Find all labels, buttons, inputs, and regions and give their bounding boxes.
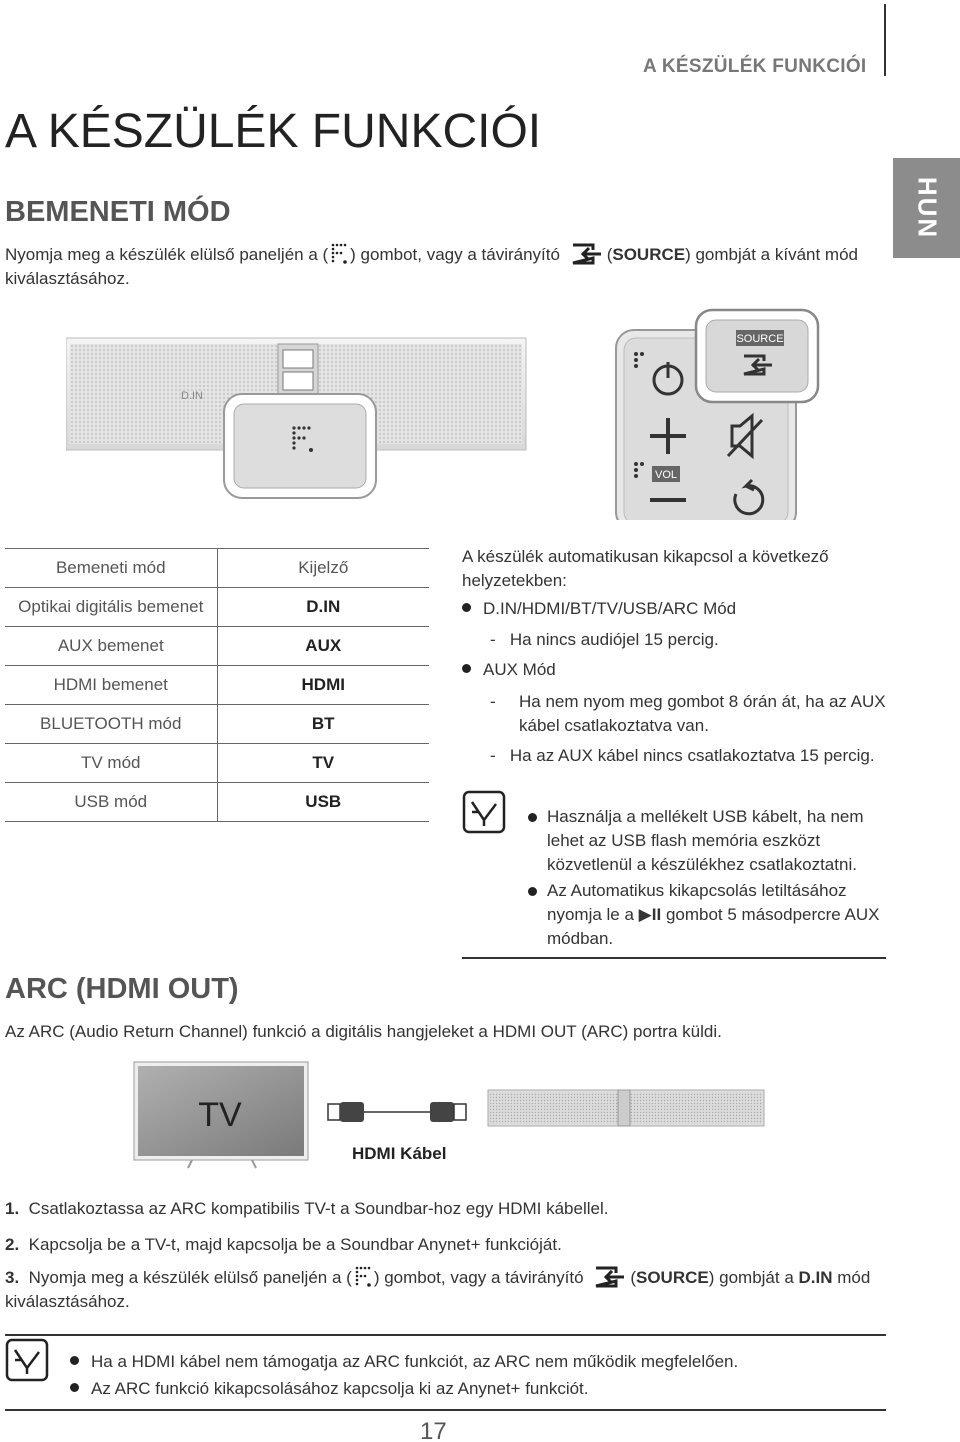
step-3-part-d: mód <box>837 1268 871 1287</box>
step-2 <box>5 1233 562 1257</box>
section-heading-arc: ARC (HDMI OUT) <box>5 973 239 1005</box>
step-number: 3. <box>5 1268 20 1287</box>
step-number: 2. <box>5 1235 20 1254</box>
step-3-part-a: Nyomja meg a készülék elülső paneljén a ( <box>28 1268 352 1287</box>
intro-part-b: ) gombot, vagy a távirányító <box>350 245 560 264</box>
section-heading-input-mode: BEMENETI MÓD <box>5 196 231 228</box>
note-1-bottom-rule <box>462 957 886 959</box>
table-row <box>5 783 429 822</box>
note-2-bottom-rule <box>5 1409 886 1411</box>
language-tab-label: HUN <box>912 176 942 240</box>
step-number: 1. <box>5 1199 20 1218</box>
step-text: Csatlakoztassa az ARC kompatibilis TV-t a Soundbar-hoz egy HDMI kábellel. <box>28 1199 609 1218</box>
note-1-bullet-2 <box>528 879 888 951</box>
note-icon <box>462 790 506 834</box>
page-title: A KÉSZÜLÉK FUNKCIÓI <box>5 105 542 158</box>
arc-connection-diagram <box>132 1060 772 1172</box>
bullet-icon <box>462 664 471 673</box>
note-1-text-2a: Az Automatikus kikapcsolás letiltásához nyomja le a <box>547 881 847 924</box>
source-icon <box>592 1266 626 1288</box>
tv-label: TV <box>198 1096 242 1134</box>
intro-part-c: ) gombját a kívánt mód <box>685 245 859 264</box>
remote-source-label: SOURCE <box>736 333 784 345</box>
table-row <box>5 588 429 627</box>
step-1 <box>5 1197 608 1221</box>
function-button-icon <box>330 243 348 265</box>
note-2-bullet-2 <box>70 1377 589 1401</box>
input-mode-table <box>5 548 429 822</box>
table-header-row <box>5 549 429 588</box>
running-header: A KÉSZÜLÉK FUNKCIÓI <box>643 56 867 77</box>
note-2-text-1: Ha a HDMI kábel nem támogatja az ARC funkciót, az ARC nem működik megfelelően. <box>91 1352 739 1371</box>
auto-off-b1-sub: Ha nincs audiójel 15 percig. <box>509 630 719 649</box>
language-tab <box>893 158 960 258</box>
step-3: 3. Nyomja meg a készülék elülső paneljén a ( ) gombot, vagy a távirányító (SOURCE) gombját a D.IN mód kiválasztásához. <box>5 1268 871 1311</box>
soundbar-front-panel-illustration <box>66 336 530 500</box>
cable-label: HDMI Kábel <box>352 1144 447 1163</box>
bullet-icon <box>528 813 537 822</box>
mode-cell: BLUETOOTH mód <box>5 705 217 744</box>
step-3-din: D.IN <box>798 1268 833 1287</box>
display-cell: HDMI <box>217 666 429 705</box>
step-text: Kapcsolja be a TV-t, majd kapcsolja be a Soundbar Anynet+ funkcióját. <box>28 1235 562 1254</box>
auto-off-b2: AUX Mód <box>483 660 556 679</box>
auto-off-b2-sub1: Ha nem nyom meg gombot 8 órán át, ha az AUX kábel csatlakoztatva van. <box>519 692 886 735</box>
note-1-bullet-1 <box>528 805 888 877</box>
auto-off-bullet-2 <box>462 658 556 682</box>
step-3-part-b: ) gombot, vagy a távirányító <box>373 1268 584 1287</box>
note-2-bullet-1 <box>70 1350 738 1374</box>
display-cell: D.IN <box>217 588 429 627</box>
table-header-mode: Bemeneti mód <box>5 549 217 588</box>
remote-control-illustration <box>612 308 822 520</box>
mode-cell: HDMI bemenet <box>5 666 217 705</box>
note-2-top-rule <box>5 1334 886 1336</box>
step-3-part-c: ) gombját a <box>708 1268 794 1287</box>
display-cell: TV <box>217 744 429 783</box>
auto-off-bullet-1-sub: - Ha nincs audiójel 15 percig. <box>490 630 719 649</box>
mode-cell: USB mód <box>5 783 217 822</box>
auto-off-b2-sub2: Ha az AUX kábel nincs csatlakoztatva 15 percig. <box>509 746 875 765</box>
table-header-display: Kijelző <box>217 549 429 588</box>
step-3-part-e: kiválasztásához. <box>5 1292 130 1311</box>
note-1-text-1: Használja a mellékelt USB kábelt, ha nem lehet az USB flash memória eszközt közvetlenül a készülékhez csatlakoztatni. <box>547 807 864 874</box>
note-icon <box>5 1338 49 1382</box>
mode-cell: TV mód <box>5 744 217 783</box>
auto-off-b1: D.IN/HDMI/BT/TV/USB/ARC Mód <box>483 599 737 618</box>
table-row <box>5 666 429 705</box>
source-icon <box>569 243 603 265</box>
table-row <box>5 705 429 744</box>
input-mode-intro: Nyomja meg a készülék elülső paneljén a ( ) gombot, vagy a távirányító (SOURCE) gombját a kívánt mód kiválasztásához. <box>5 245 859 288</box>
display-cell: AUX <box>217 627 429 666</box>
mode-cell: Optikai digitális bemenet <box>5 588 217 627</box>
intro-part-d: kiválasztásához. <box>5 269 130 288</box>
auto-off-bullet-2-sub-1: - Ha nem nyom meg gombot 8 órán át, ha az AUX kábel csatlakoztatva van. <box>490 690 890 738</box>
bullet-icon <box>70 1356 79 1365</box>
mode-cell: AUX bemenet <box>5 627 217 666</box>
intro-part-a: Nyomja meg a készülék elülső paneljén a ( <box>5 245 329 264</box>
header-divider <box>884 4 886 76</box>
auto-off-bullet-2-sub-2: - Ha az AUX kábel nincs csatlakoztatva 15 percig. <box>490 746 875 765</box>
arc-intro: Az ARC (Audio Return Channel) funkció a digitális hangjeleket a HDMI OUT (ARC) portra küldi. <box>5 1022 722 1041</box>
function-button-icon <box>354 1266 372 1288</box>
auto-off-intro: A készülék automatikusan kikapcsol a következő helyzetekben: <box>462 547 829 590</box>
table-row <box>5 627 429 666</box>
bar-display-text: D.IN <box>181 390 203 402</box>
remote-vol-label: VOL <box>654 469 678 481</box>
table-row <box>5 744 429 783</box>
step-3-source-label: SOURCE <box>636 1268 709 1287</box>
note-1-text-2b: gombot 5 másodpercre AUX módban. <box>547 905 880 948</box>
auto-off-bullet-1 <box>462 597 736 621</box>
bullet-icon <box>528 887 537 896</box>
page-number: 17 <box>420 1418 447 1442</box>
bullet-icon <box>462 603 471 612</box>
display-cell: BT <box>217 705 429 744</box>
play-pause-icon: ▶II <box>638 905 662 924</box>
display-cell: USB <box>217 783 429 822</box>
note-2-text-2: Az ARC funkció kikapcsolásához kapcsolja ki az Anynet+ funkciót. <box>91 1379 589 1398</box>
intro-source-label: SOURCE <box>612 245 686 264</box>
bullet-icon <box>70 1383 79 1392</box>
